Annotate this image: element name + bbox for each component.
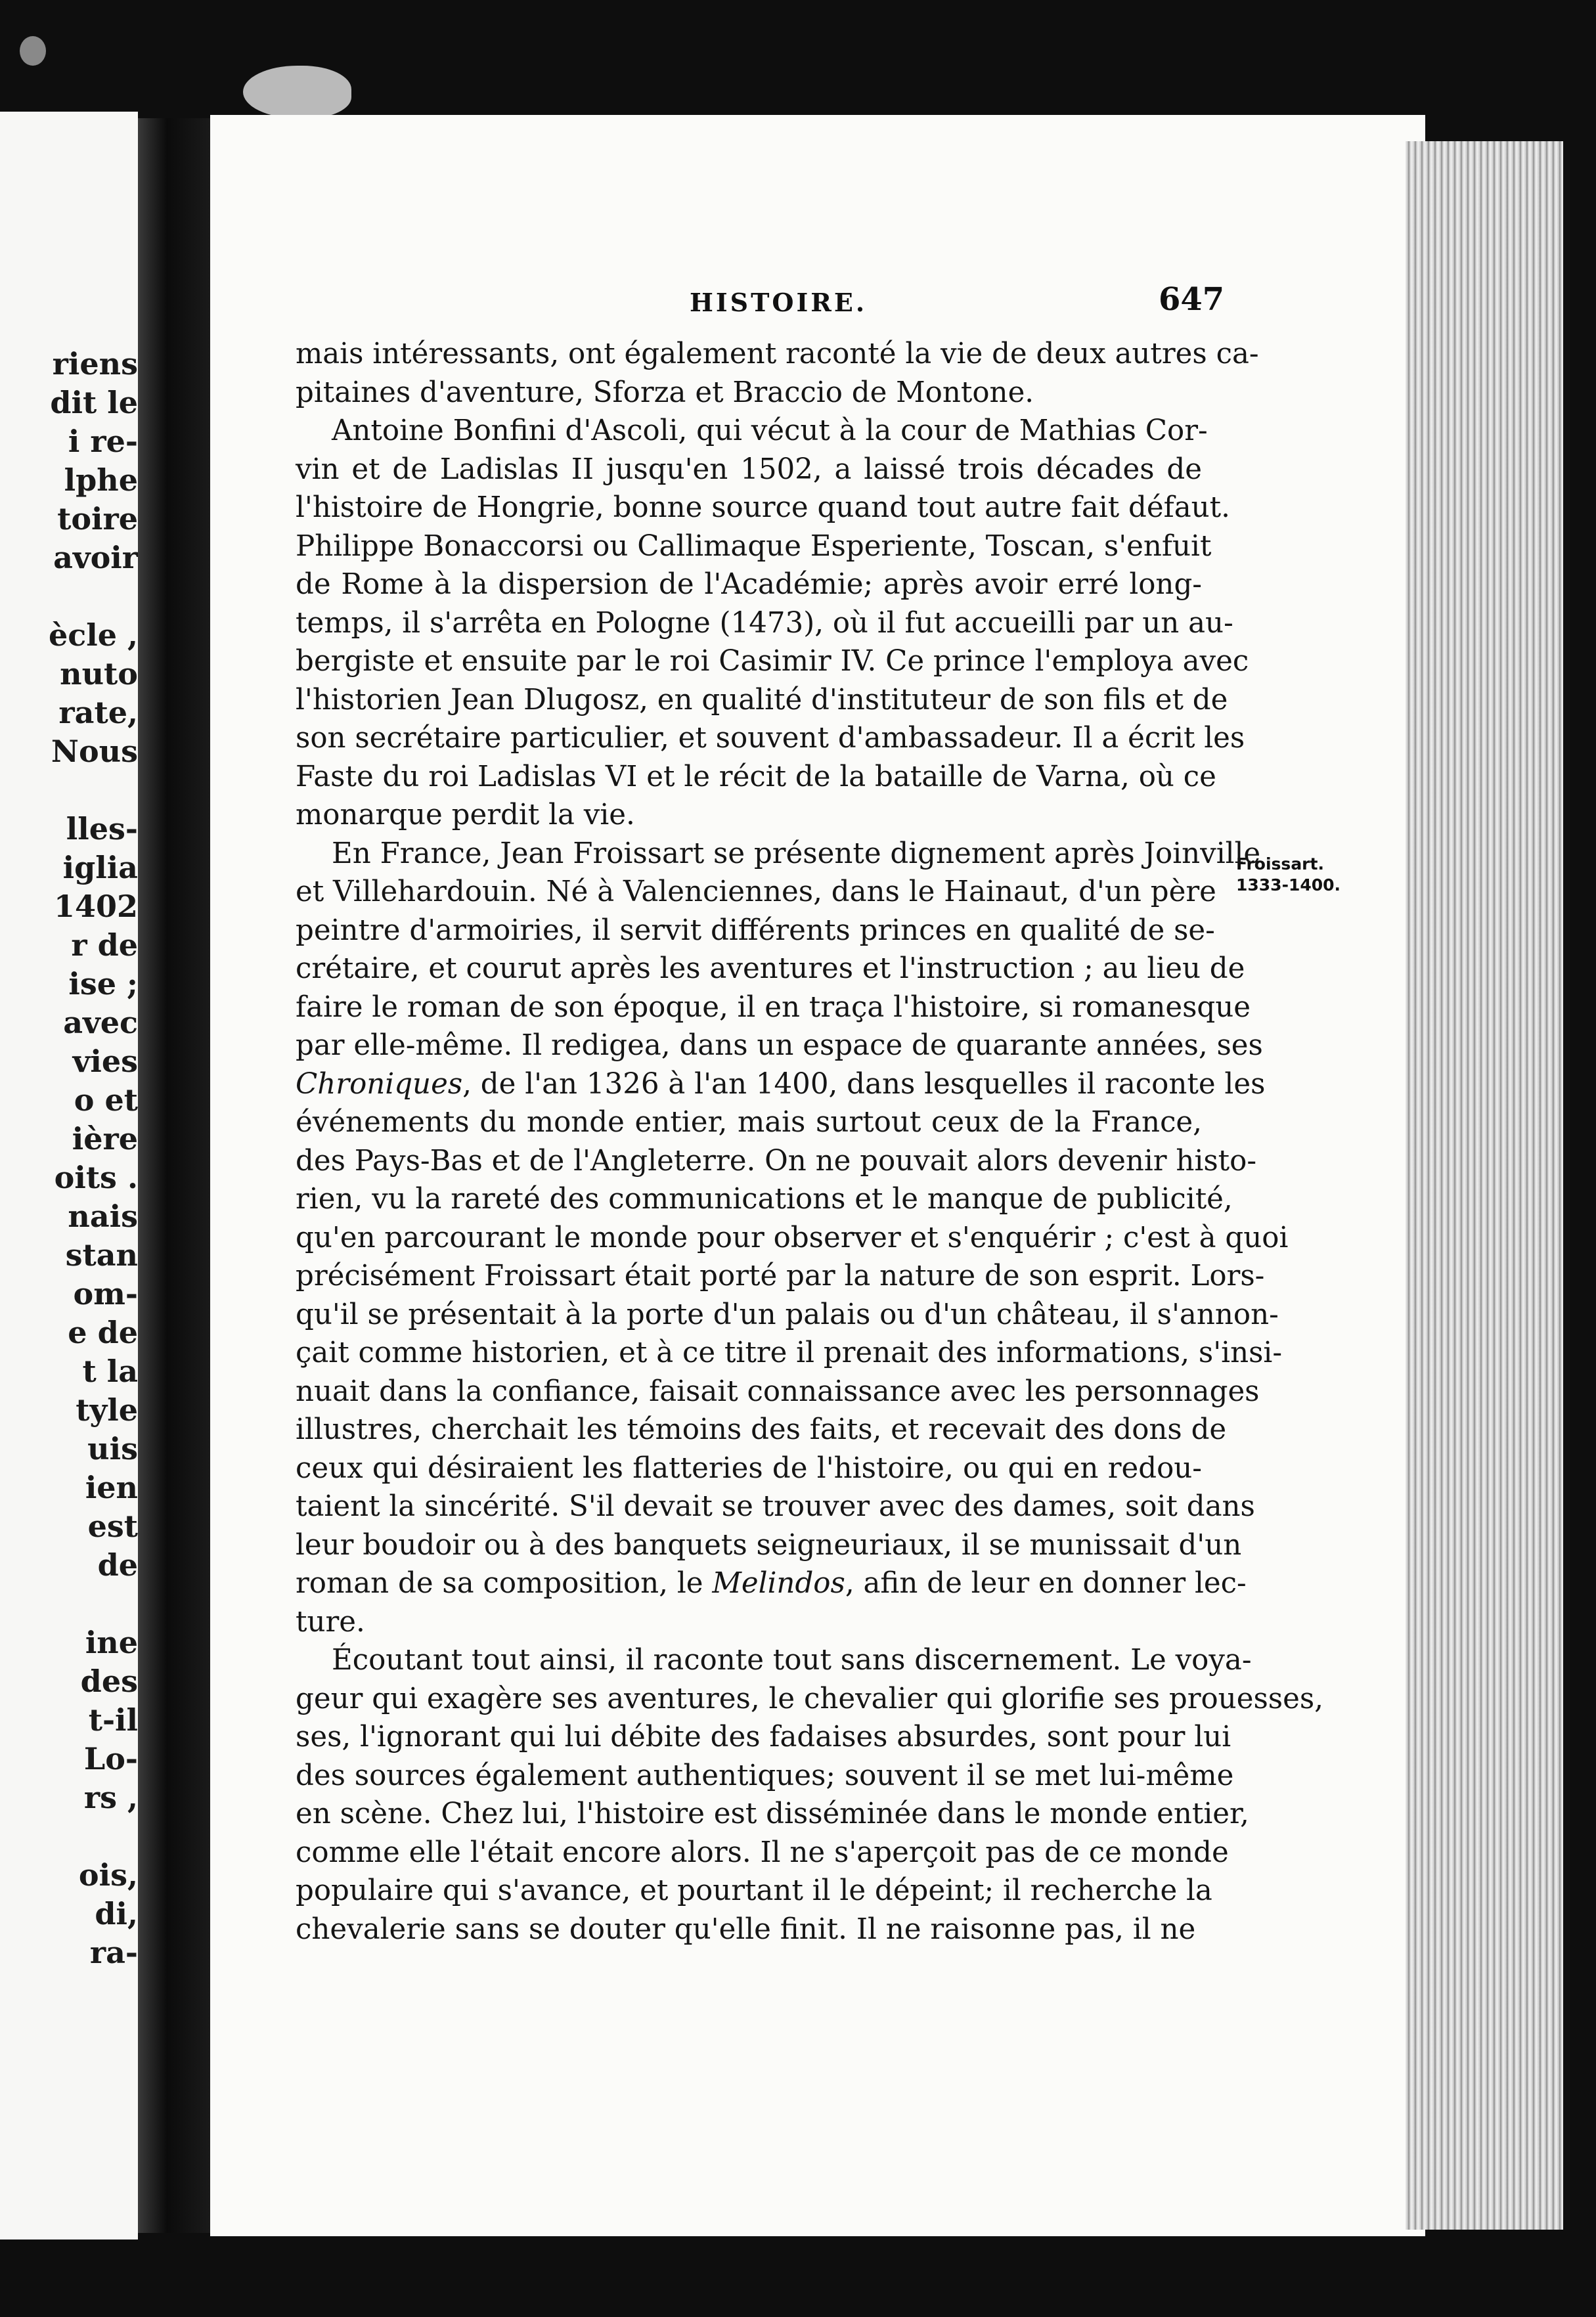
text-line: roman de sa composition, le Melindos, afin de leur en donner lec- bbox=[296, 1567, 1247, 1600]
left-page-line: i re- bbox=[68, 424, 138, 459]
left-page-line: oits . bbox=[54, 1160, 138, 1195]
left-page-line: t la bbox=[82, 1354, 138, 1389]
left-page-line: ois, bbox=[78, 1857, 138, 1893]
left-page-line: Lo- bbox=[83, 1741, 138, 1776]
left-page-line: om- bbox=[73, 1276, 138, 1312]
text-line: rien, vu la rareté des communications et le manque de publicité, bbox=[296, 1183, 1233, 1216]
text-line: nuait dans la confiance, faisait connaissance avec les personnages bbox=[296, 1375, 1260, 1408]
text-line: ceux qui désiraient les flatteries de l'histoire, ou qui en redou- bbox=[296, 1451, 1202, 1485]
left-page-line: ine bbox=[85, 1625, 138, 1660]
text-line: En France, Jean Froissart se présente dignement après Joinville bbox=[332, 837, 1261, 870]
left-page-line: toire bbox=[57, 501, 138, 537]
left-page-line: 1402 bbox=[53, 889, 138, 924]
left-page-line: tyle bbox=[76, 1392, 138, 1428]
left-page-line: ise ; bbox=[68, 966, 138, 1002]
text-line: bergiste et ensuite par le roi Casimir IV. Ce prince l'employa avec bbox=[296, 645, 1249, 678]
text-line: leur boudoir ou à des banquets seigneuriaux, il se munissait d'un bbox=[296, 1528, 1242, 1562]
text-line: événements du monde entier, mais surtout ceux de la France, bbox=[296, 1106, 1202, 1139]
left-page-line: ra- bbox=[89, 1935, 138, 1970]
text-line: chevalerie sans se douter qu'elle finit. Il ne raisonne pas, il ne bbox=[296, 1912, 1196, 1946]
text-line: précisément Froissart était porté par la nature de son esprit. Lors- bbox=[296, 1260, 1265, 1292]
left-page-line: iglia bbox=[62, 850, 138, 885]
left-page-line: e de bbox=[68, 1315, 138, 1350]
left-page-line: ècle , bbox=[48, 617, 138, 653]
left-page-line: nais bbox=[68, 1199, 138, 1234]
left-page-line: avec bbox=[63, 1005, 138, 1040]
text-line: qu'il se présentait à la porte d'un palais ou d'un château, il s'annon- bbox=[296, 1298, 1279, 1331]
left-page-line: di, bbox=[95, 1896, 138, 1931]
text-line: en scène. Chez lui, l'histoire est disséminée dans le monde entier, bbox=[296, 1798, 1249, 1830]
left-page-line: rate, bbox=[58, 695, 138, 730]
text-line: Antoine Bonfini d'Ascoli, qui vécut à la cour de Mathias Cor- bbox=[332, 414, 1208, 447]
text-line: taient la sincérité. S'il devait se trouver avec des dames, soit dans bbox=[296, 1490, 1255, 1523]
text-line: faire le roman de son époque, il en traça l'histoire, si romanesque bbox=[296, 990, 1251, 1024]
scan-blemish bbox=[20, 36, 46, 66]
page-number: 647 bbox=[1159, 281, 1225, 318]
text-line: des Pays-Bas et de l'Angleterre. On ne pouvait alors devenir histo- bbox=[296, 1144, 1257, 1178]
left-page bbox=[0, 112, 138, 2240]
text-line: Faste du roi Ladislas VI et le récit de la bataille de Varna, où ce bbox=[296, 760, 1216, 793]
left-page-line: r de bbox=[71, 927, 138, 963]
text-line: qu'en parcourant le monde pour observer et s'enquérir ; c'est à quoi bbox=[296, 1221, 1289, 1254]
text-line: l'histoire de Hongrie, bonne source quand tout autre fait défaut. bbox=[296, 491, 1230, 524]
left-page-line: dit le bbox=[50, 385, 138, 420]
text-line: pitaines d'aventure, Sforza et Braccio de Montone. bbox=[296, 376, 1034, 409]
left-page-line: des bbox=[80, 1664, 138, 1699]
left-page-line: t-il bbox=[88, 1702, 138, 1738]
left-page-line: est bbox=[87, 1509, 138, 1544]
left-page-line: uis bbox=[87, 1431, 138, 1467]
text-line: monarque perdit la vie. bbox=[296, 799, 635, 831]
left-page-line: Nous bbox=[51, 734, 138, 769]
text-line: crétaire, et courut après les aventures et l'instruction ; au lieu de bbox=[296, 952, 1245, 985]
left-page-line: nuto bbox=[60, 656, 138, 692]
text-line: des sources également authentiques; souvent il se met lui-même bbox=[296, 1759, 1234, 1792]
text-line: Écoutant tout ainsi, il raconte tout sans discernement. Le voya- bbox=[332, 1644, 1252, 1677]
text-line: mais intéressants, ont également raconté la vie de deux autres ca- bbox=[296, 338, 1259, 370]
text-line: par elle-même. Il redigea, dans un espace de quarante années, ses bbox=[296, 1029, 1263, 1062]
left-page-line: avoir bbox=[53, 540, 138, 575]
text-line: peintre d'armoiries, il servit différents princes en qualité de se- bbox=[296, 914, 1215, 947]
left-page-line: o et bbox=[74, 1082, 138, 1118]
margin-note-dates: 1333-1400. bbox=[1236, 875, 1341, 894]
text-line: l'historien Jean Dlugosz, en qualité d'instituteur de son fils et de bbox=[296, 683, 1228, 717]
text-line: ture. bbox=[296, 1605, 365, 1639]
text-line: vin et de Ladislas II jusqu'en 1502, a laissé trois décades de bbox=[296, 452, 1202, 486]
text-line: comme elle l'était encore alors. Il ne s'aperçoit pas de ce monde bbox=[296, 1836, 1229, 1869]
text-line: Philippe Bonaccorsi ou Callimaque Esperiente, Toscan, s'enfuit bbox=[296, 529, 1212, 563]
text-line: Chroniques, de l'an 1326 à l'an 1400, dans lesquelles il raconte les bbox=[296, 1067, 1266, 1101]
running-head: HISTOIRE. bbox=[690, 288, 868, 317]
left-page-line: lles- bbox=[66, 811, 138, 847]
italic-title: Melindos bbox=[712, 1567, 845, 1600]
text-line: temps, il s'arrêta en Pologne (1473), où il fut accueilli par un au- bbox=[296, 606, 1233, 640]
text-line: geur qui exagère ses aventures, le chevalier qui glorifie ses prouesses, bbox=[296, 1682, 1323, 1715]
margin-note-name: Froissart. bbox=[1236, 854, 1324, 873]
text-line: ses, l'ignorant qui lui débite des fadaises absurdes, sont pour lui bbox=[296, 1721, 1231, 1754]
left-page-line: lphe bbox=[64, 462, 138, 498]
italic-title: Chroniques bbox=[296, 1067, 463, 1101]
left-page-line: vies bbox=[72, 1044, 138, 1079]
text-line: illustres, cherchait les témoins des faits, et recevait des dons de bbox=[296, 1413, 1227, 1446]
text-line: çait comme historien, et à ce titre il prenait des informations, s'insi- bbox=[296, 1336, 1283, 1369]
text-line: populaire qui s'avance, et pourtant il le dépeint; il recherche la bbox=[296, 1874, 1212, 1907]
left-page-line: rs , bbox=[83, 1780, 138, 1815]
book-gutter bbox=[138, 118, 210, 2233]
page-edges bbox=[1406, 141, 1563, 2230]
text-line: et Villehardouin. Né à Valenciennes, dans le Hainaut, d'un père bbox=[296, 875, 1216, 908]
left-page-line: riens bbox=[52, 346, 138, 382]
left-page-line: ien bbox=[85, 1470, 138, 1505]
text-line: de Rome à la dispersion de l'Académie; après avoir erré long- bbox=[296, 568, 1202, 601]
paper-clip-shadow bbox=[243, 66, 351, 118]
left-page-line: ière bbox=[72, 1121, 138, 1157]
left-page-line: stan bbox=[65, 1237, 138, 1273]
left-page-line: de bbox=[97, 1547, 138, 1583]
text-line: son secrétaire particulier, et souvent d'ambassadeur. Il a écrit les bbox=[296, 722, 1245, 755]
